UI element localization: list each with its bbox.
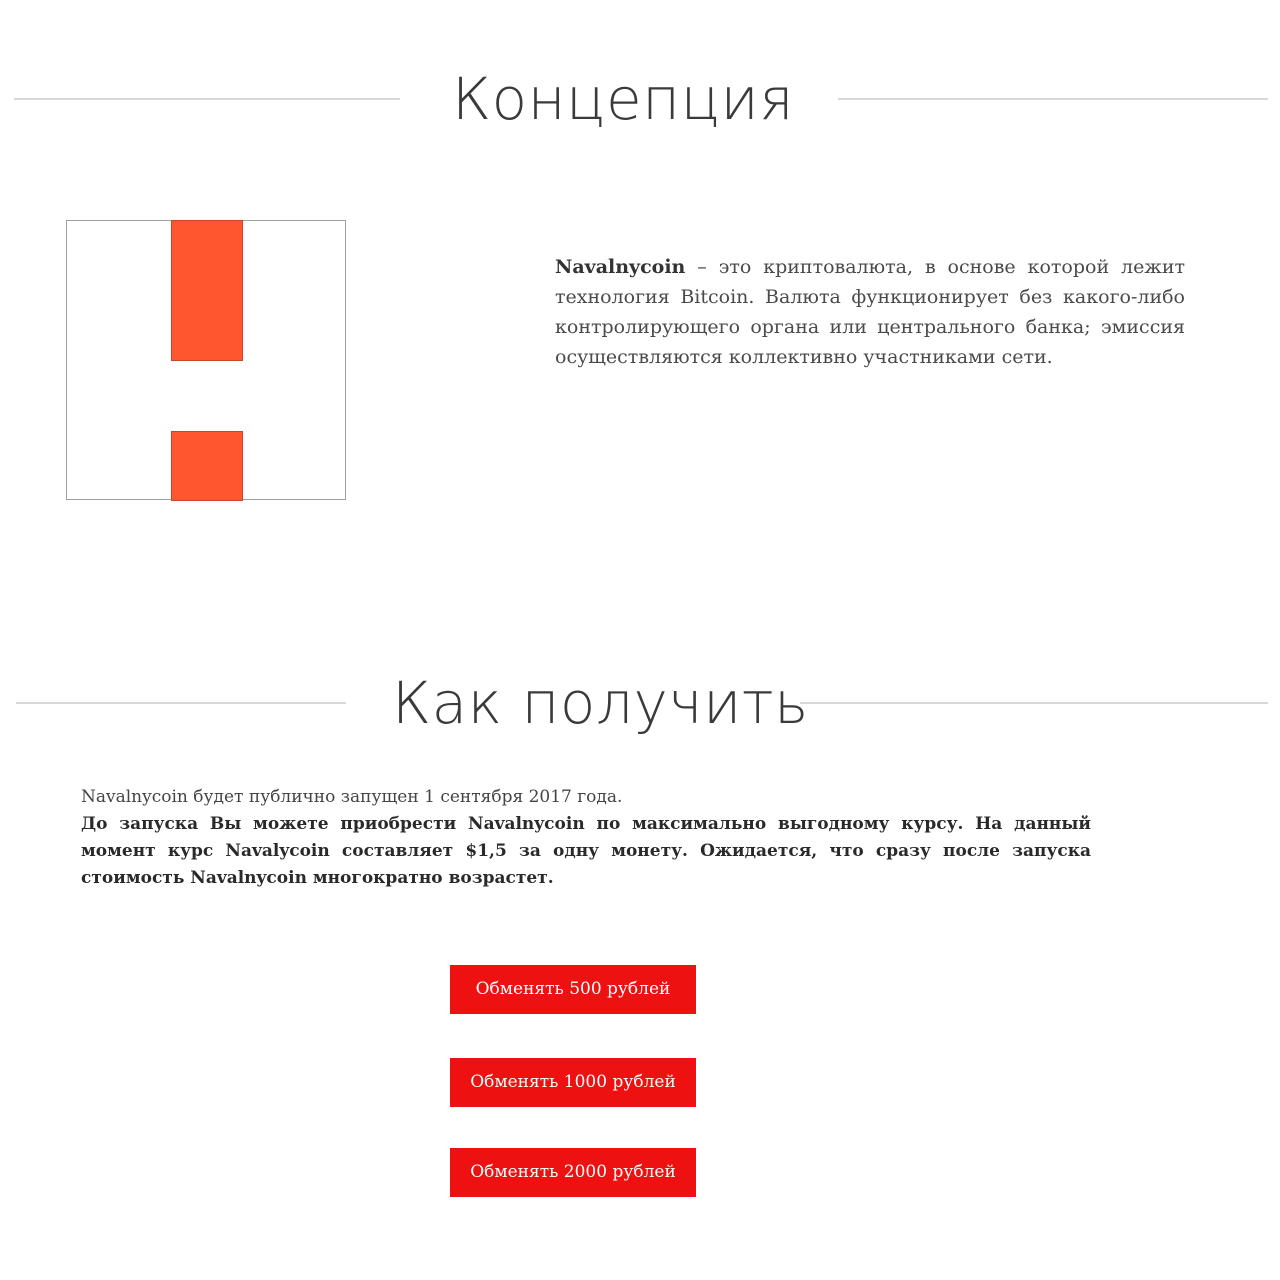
heading-divider-left: [16, 702, 346, 704]
concept-brand: Navalnycoin: [555, 256, 686, 278]
concept-heading: [0, 64, 1280, 134]
heading-divider-right: [800, 702, 1268, 704]
exclamation-bar: [171, 220, 243, 361]
how-to-get-text: [81, 784, 1091, 892]
exclamation-dot: [171, 431, 243, 501]
concept-description: [555, 252, 1185, 372]
heading-divider-left: [14, 98, 400, 100]
how-to-get-heading: [0, 668, 1280, 738]
exchange-1000-button[interactable]: Обменять 1000 рублей: [450, 1058, 696, 1107]
exchange-500-button[interactable]: Обменять 500 рублей: [450, 965, 696, 1014]
how-to-get-title: Как получить: [392, 669, 809, 737]
concept-title: Концепция: [452, 65, 795, 133]
offer-text: До запуска Вы можете приобрести Navalnycoin по максимально выгодному курсу. На данный момент курс Navalycoin составляет $1,5 за одну монету. Ожидается, что сразу после запуска стоимость Navalnycoin многократно возрастет.: [81, 814, 1091, 888]
launch-note: Navalnycoin будет публично запущен 1 сентября 2017 года.: [81, 787, 623, 807]
exchange-2000-button[interactable]: Обменять 2000 рублей: [450, 1148, 696, 1197]
exclamation-mark-icon: [66, 220, 346, 500]
concept-description-text: – это криптовалюта, в основе которой лежит технология Bitcoin. Валюта функционирует без какого-либо контролирующего органа или центрального банка; эмиссия осуществляются коллективно участниками сети.: [555, 256, 1185, 368]
heading-divider-right: [838, 98, 1268, 100]
